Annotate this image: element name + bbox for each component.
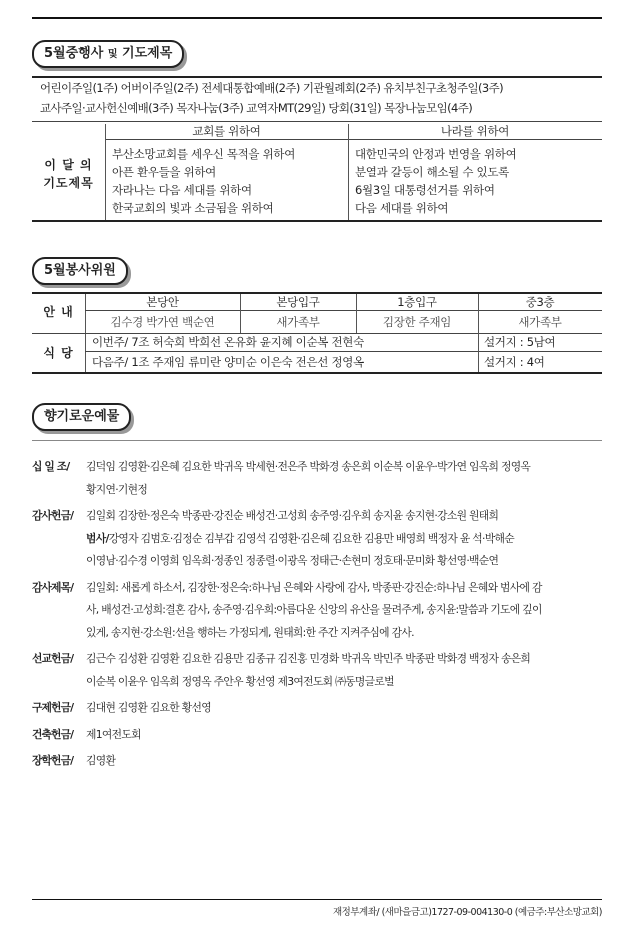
header-main-entrance: 본당입구: [276, 295, 320, 309]
nation-item: 분열과 갈등이 해소될 수 있도록: [355, 165, 509, 179]
thanks-line: [86, 528, 602, 551]
topics-line: 사, 배성건·고성희:결혼 감사, 송주영·김우희:아름다운 신앙의 유산을 물려주게, 송지윤:말씀과 기도에 깊이: [86, 603, 542, 616]
beomsa-label: 범사/: [86, 531, 109, 545]
nation-item: 다음 세대를 위하여: [355, 201, 449, 215]
nation-item: 대한민국의 안정과 번영을 위하여: [355, 147, 517, 161]
prayer-row-label-line-1: 이 달 의: [44, 158, 93, 172]
thanks-label: 감사헌금/: [32, 509, 74, 522]
meal-this-week-dishes: 설거지 : 5남여: [484, 335, 556, 349]
guide-main-entrance: 새가족부: [276, 315, 320, 329]
offerings-top-line: [32, 440, 602, 441]
scholarship-label: 장학헌금/: [32, 754, 74, 767]
account-info: 재정부계좌/ (새마을금고)1727-09-004130-0 (예금주:부산소망교회): [333, 907, 602, 918]
events-title-rest: 기도제목: [122, 46, 173, 61]
church-item: 한국교회의 빛과 소금됨을 위하여: [112, 201, 274, 215]
offerings-list: [32, 456, 602, 773]
bottom-rule: [32, 899, 602, 900]
meal-label: 식 당: [43, 346, 74, 360]
church-item: 부산소망교회를 세우신 목적을 위하여: [112, 147, 296, 161]
events-title-main: 5월중행사: [44, 46, 104, 61]
meal-next-week-dishes: 설거지 : 4여: [484, 355, 545, 369]
offering-building: [32, 724, 602, 747]
mission-line: 김근수 김성환 김영환 김요한 김용만 김종규 김진홍 민경화 박귀옥 박민주 박종판 박화경 백정자 송은희: [86, 652, 531, 665]
mission-label: 선교헌금/: [32, 652, 74, 665]
tithe-label: 십 일 조/: [32, 460, 70, 473]
church-item: 자라나는 다음 세대를 위하여: [112, 183, 252, 197]
offering-thanks: [32, 505, 602, 573]
events-line-1: 어린이주일(1주) 어버이주일(2주) 전세대통합예배(2주) 기관월례회(2주) 유치부친구초청주일(3주): [40, 81, 503, 95]
scholarship-line: 김영환: [86, 754, 116, 767]
volunteers-section-title: 5월봉사위원: [32, 257, 128, 285]
guide-mezzanine: 새가족부: [518, 315, 562, 329]
prayer-row-label-line-2: 기도제목: [43, 176, 94, 190]
nation-items: [355, 145, 516, 217]
events-line-2: 교사주일·교사헌신예배(3주) 목자나눔(3주) 교역자MT(29일) 당회(31일) 목장나눔모임(4주): [40, 101, 473, 115]
prayer-bottom-line: [32, 220, 602, 222]
building-label: 건축헌금/: [32, 727, 74, 741]
volunteers-bottom-line: [32, 372, 602, 374]
header-mezzanine: 중3층: [525, 295, 555, 309]
offerings-section-title: 향기로운예물: [32, 403, 131, 431]
tithe-line: 김덕임 김영환·김은혜 김요한 박귀옥 박세현·전은주 박화경 송은희 이순복 이윤우·박가연 임옥희 정영옥: [86, 460, 531, 473]
topics-line: 김일회: 새롭게 하소서, 김장한·정은숙:하나님 은혜와 사랑에 감사, 박종판·강진순:하나님 은혜와 범사에 감: [86, 580, 542, 594]
guide-first-floor: 김장한 주재임: [382, 315, 452, 329]
prayer-row-label: [32, 156, 105, 192]
header-main-hall: 본당안: [146, 295, 179, 309]
thanks-line: 이영남·김수경 이영희 임옥희·정종인 정종렬·이광옥 정태근·손현미 정호태·문미화 황선영·백순연: [86, 554, 499, 567]
beomsa-names: 강영자 김범호·김정순 김부갑 김영석 김영환·김은혜 김요한 김용만 배영희 백정자 윤 석·박해순: [108, 531, 514, 545]
events-section-title: [32, 40, 184, 68]
nation-header: 나라를 위하여: [440, 124, 510, 138]
church-item: 아픈 환우들을 위하여: [112, 165, 216, 179]
church-items: [112, 145, 295, 217]
offering-scholarship: [32, 750, 602, 773]
church-header: 교회를 위하여: [192, 124, 261, 138]
top-rule: [32, 17, 602, 19]
topics-label: 감사제목/: [32, 580, 74, 594]
tithe-line: 황지연·기현정: [86, 482, 148, 496]
events-list: [40, 78, 602, 118]
building-line: 제1여전도회: [86, 727, 141, 741]
offering-relief: [32, 697, 602, 720]
offering-topics: [32, 577, 602, 645]
mission-line: 이순복 이윤우 임옥희 정영옥 주안우 황선영 제3여전도회 ㈜동명글로벌: [86, 674, 394, 688]
topics-line: 있게, 송지현·강소원:선을 행하는 가정되게, 원태희:한 주간 지켜주심에 감사.: [86, 625, 414, 639]
events-title-small: 및: [107, 49, 118, 60]
guide-main-hall: 김수경 박가연 백순연: [110, 315, 215, 329]
meal-row-line: [85, 351, 602, 352]
relief-label: 구제헌금/: [32, 701, 74, 714]
nation-item: 6월3일 대통령선거를 위하여: [355, 183, 495, 197]
meal-this-week: 이번주/ 7조 허숙희 박희선 온유화 윤지혜 이순복 전현숙: [92, 335, 364, 349]
offering-tithe: [32, 456, 602, 501]
meal-next-week: 다음주/ 1조 주재임 류미란 양미순 이은숙 전은선 정영옥: [92, 355, 364, 369]
header-first-floor: 1층입구: [397, 295, 437, 309]
guide-label: 안 내: [43, 305, 74, 319]
relief-line: 김대현 김영환 김요한 황선영: [86, 701, 211, 714]
events-bottom-line: [32, 121, 602, 122]
thanks-line: 김일회 김장한·정은숙 박종판·강진순 배성건·고성희 송주영·김우희 송지윤 송지현·강소원 원태희: [86, 509, 499, 522]
offering-mission: [32, 648, 602, 693]
